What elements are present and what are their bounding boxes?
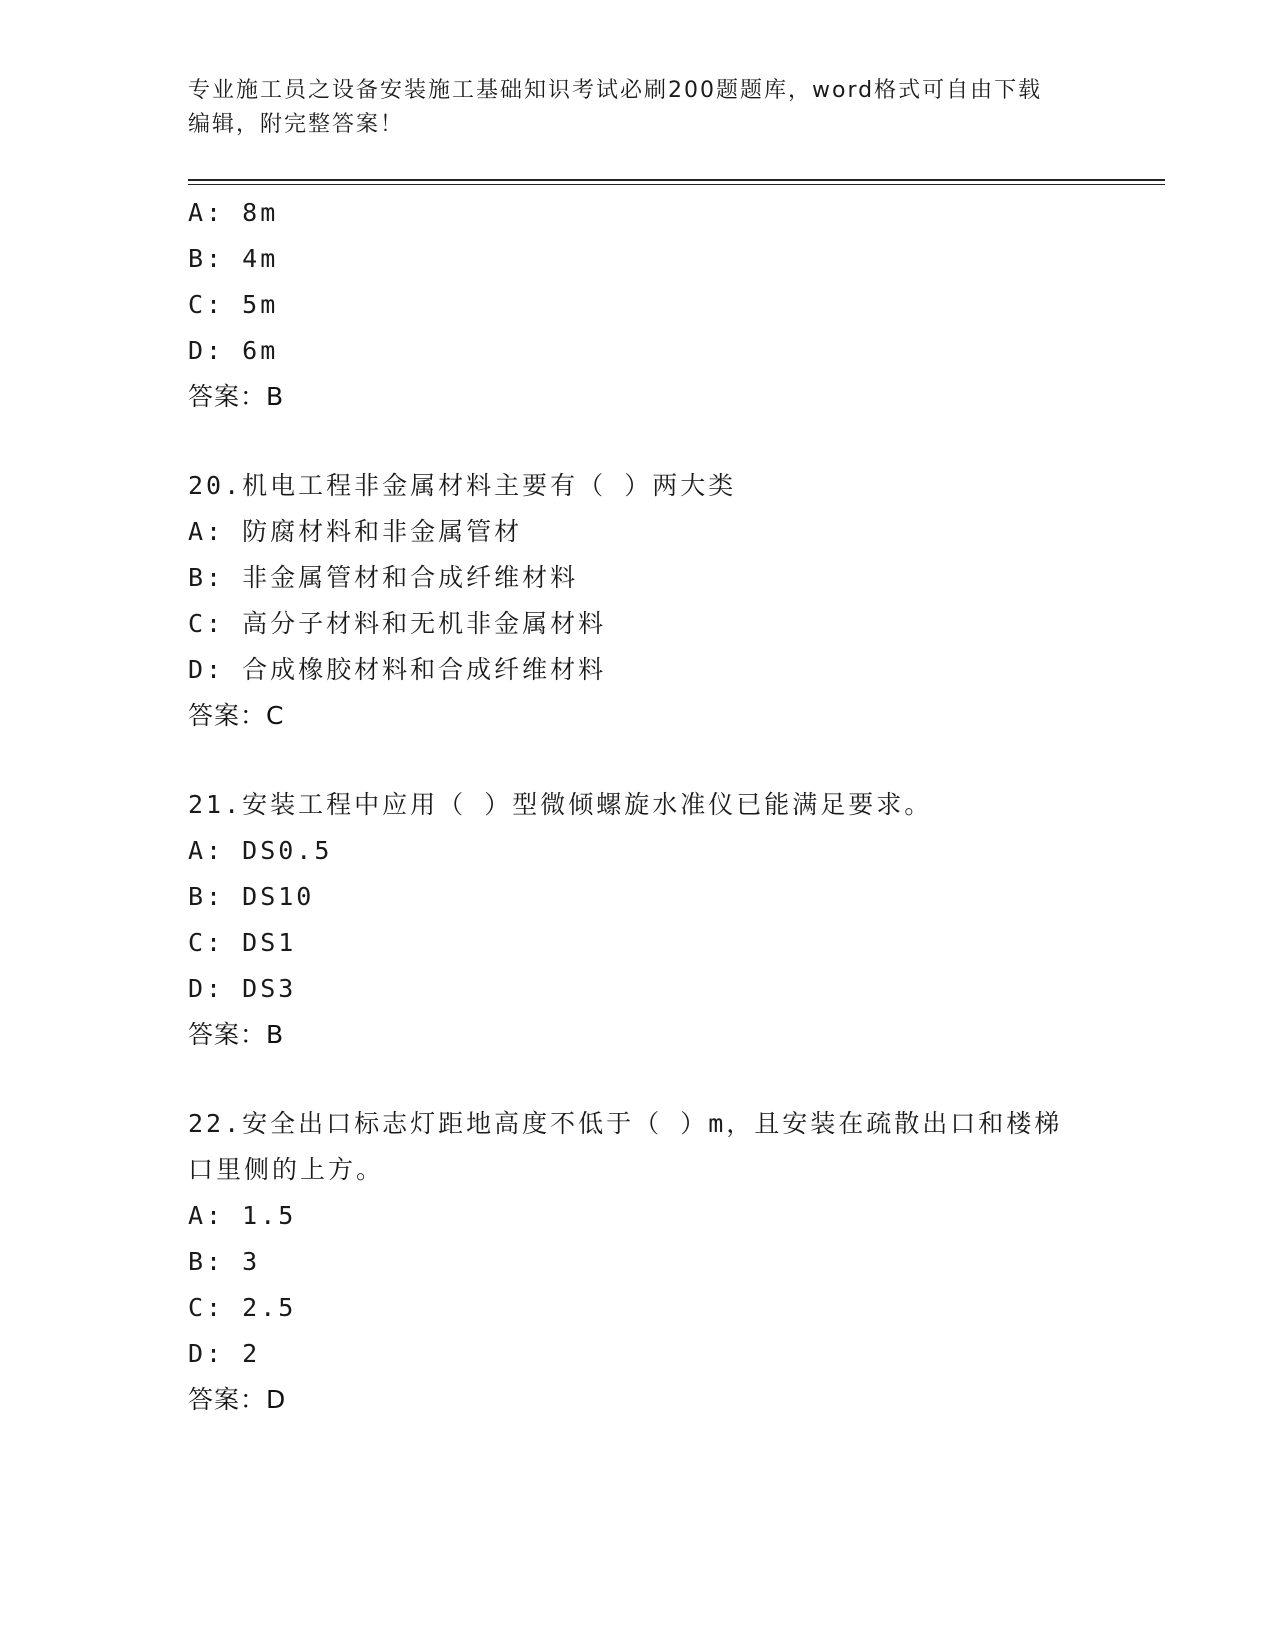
document-header	[188, 74, 1088, 142]
option-a: A: DS0.5	[188, 836, 333, 865]
option-b: B: 非金属管材和合成纤维材料	[188, 563, 579, 592]
spacer	[188, 420, 1148, 463]
option-b: B: DS10	[188, 882, 315, 911]
option-d: D: 2	[188, 1339, 261, 1368]
question-content	[188, 190, 1148, 1423]
question-stem-line-1: 22.安全出口标志灯距地高度不低于（ ）m，且安装在疏散出口和楼梯	[188, 1109, 1063, 1138]
header-line-1: 专业施工员之设备安装施工基础知识考试必刷200题题库，word格式可自由下载	[188, 78, 1043, 103]
question-stem: 21.安装工程中应用（ ）型微倾螺旋水准仪已能满足要求。	[188, 790, 933, 819]
option-a: A: 8m	[188, 198, 279, 227]
option-b: B: 4m	[188, 244, 279, 273]
answer-label: 答案：D	[188, 1385, 287, 1414]
option-d: D: 6m	[188, 336, 279, 365]
option-c: C: 高分子材料和无机非金属材料	[188, 609, 607, 638]
header-rule-thin	[188, 184, 1165, 185]
answer-label: 答案：B	[188, 382, 285, 411]
spacer	[188, 1058, 1148, 1101]
question-stem-line-2: 口里侧的上方。	[188, 1155, 385, 1184]
option-a: A: 1.5	[188, 1201, 297, 1230]
option-c: C: 5m	[188, 290, 279, 319]
option-d: D: 合成橡胶材料和合成纤维材料	[188, 655, 607, 684]
question-19	[188, 190, 1148, 420]
option-c: C: DS1	[188, 928, 297, 957]
question-stem: 20.机电工程非金属材料主要有（ ）两大类	[188, 471, 737, 500]
question-22	[188, 1101, 1148, 1423]
option-d: D: DS3	[188, 974, 297, 1003]
answer-label: 答案：C	[188, 701, 285, 730]
spacer	[188, 739, 1148, 782]
question-21	[188, 782, 1148, 1058]
question-20	[188, 463, 1148, 739]
answer-label: 答案：B	[188, 1020, 285, 1049]
option-a: A: 防腐材料和非金属管材	[188, 517, 523, 546]
header-line-2: 编辑，附完整答案！	[188, 112, 405, 137]
option-b: B: 3	[188, 1247, 261, 1276]
header-rule-thick	[188, 179, 1165, 181]
option-c: C: 2.5	[188, 1293, 297, 1322]
